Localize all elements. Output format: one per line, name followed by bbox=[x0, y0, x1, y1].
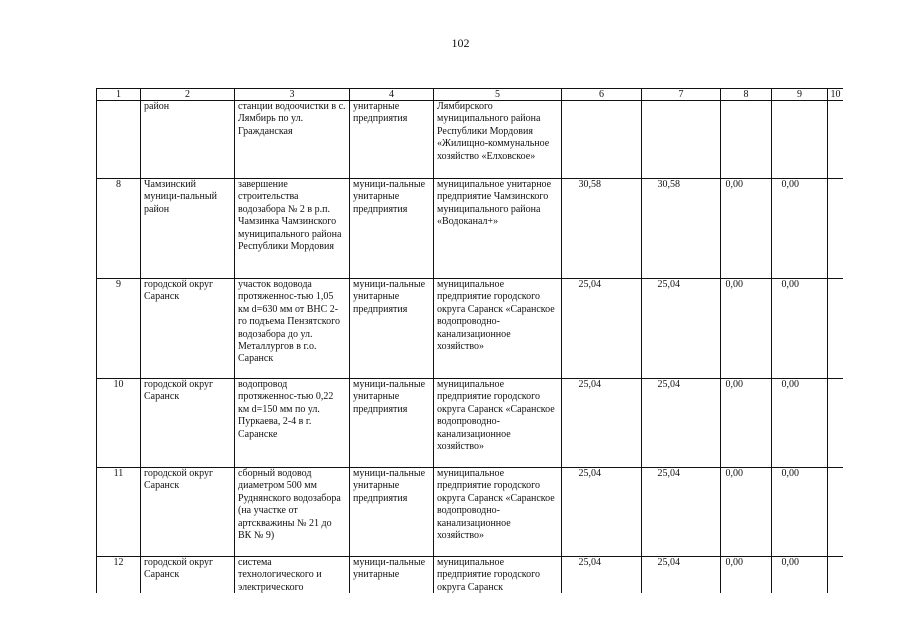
row-number: 12 bbox=[97, 557, 141, 594]
value-cell: 25,04 bbox=[562, 379, 642, 468]
header-cell: 3 bbox=[235, 89, 350, 101]
header-cell: 9 bbox=[772, 89, 828, 101]
page-number: 102 bbox=[451, 36, 470, 50]
value-cell: 0,00 bbox=[721, 379, 772, 468]
object-cell: участок водовода протяженнос-тью 1,05 км d=630 мм от ВНС 2-го подъема Пензятского водозабора до ул. Металлургов в г.о. Саранск bbox=[235, 279, 350, 379]
header-cell: 10 bbox=[828, 89, 844, 101]
header-row bbox=[97, 89, 844, 101]
header-cell: 1 bbox=[97, 89, 141, 101]
row-number: 9 bbox=[97, 279, 141, 379]
value-cell: 25,04 bbox=[562, 557, 642, 594]
header-cell: 8 bbox=[721, 89, 772, 101]
org-type-cell: муници-пальные унитарные предприятия bbox=[350, 279, 434, 379]
value-cell bbox=[772, 101, 828, 179]
header-cell: 4 bbox=[350, 89, 434, 101]
value-cell: 0,00 bbox=[772, 468, 828, 557]
value-cell: 25,04 bbox=[642, 557, 721, 594]
org-type-cell: муници-пальные унитарные предприятия bbox=[350, 379, 434, 468]
value-cell: 0,00 bbox=[721, 279, 772, 379]
org-type-cell: унитарные предприятия bbox=[350, 101, 434, 179]
value-cell: 0,00 bbox=[721, 468, 772, 557]
value-cell bbox=[828, 179, 844, 279]
table-row bbox=[97, 379, 844, 468]
operator-cell: муниципальное предприятие городского округа Саранск «Саранское водопроводно-канализационное хозяйство» bbox=[434, 468, 562, 557]
district-cell: городской округ Саранск bbox=[141, 468, 235, 557]
value-cell: 25,04 bbox=[562, 468, 642, 557]
district-cell: городской округ Саранск bbox=[141, 279, 235, 379]
data-table bbox=[96, 88, 843, 593]
operator-cell: муниципальное предприятие городского округа Саранск bbox=[434, 557, 562, 594]
value-cell: 0,00 bbox=[772, 179, 828, 279]
operator-cell: Лямбирского муниципального района Республики Мордовия «Жилищно-коммунальное хозяйство «Елховское» bbox=[434, 101, 562, 179]
district-cell: Чамзинский муници-пальный район bbox=[141, 179, 235, 279]
row-number bbox=[97, 101, 141, 179]
value-cell: 25,04 bbox=[642, 379, 721, 468]
table-row bbox=[97, 468, 844, 557]
value-cell bbox=[721, 101, 772, 179]
table-row bbox=[97, 179, 844, 279]
value-cell bbox=[828, 279, 844, 379]
value-cell bbox=[642, 101, 721, 179]
object-cell: система технологического и электрического bbox=[235, 557, 350, 594]
table-container bbox=[96, 88, 843, 593]
value-cell: 25,04 bbox=[642, 279, 721, 379]
object-cell: водопровод протяженнос-тью 0,22 км d=150 мм по ул. Пуркаева, 2-4 в г. Саранске bbox=[235, 379, 350, 468]
table-row bbox=[97, 279, 844, 379]
value-cell: 0,00 bbox=[772, 557, 828, 594]
header-cell: 2 bbox=[141, 89, 235, 101]
row-number: 10 bbox=[97, 379, 141, 468]
value-cell bbox=[828, 557, 844, 594]
operator-cell: муниципальное предприятие городского округа Саранск «Саранское водопроводно-канализационное хозяйство» bbox=[434, 379, 562, 468]
value-cell: 25,04 bbox=[642, 468, 721, 557]
operator-cell: муниципальное предприятие городского округа Саранск «Саранское водопроводно-канализационное хозяйство» bbox=[434, 279, 562, 379]
org-type-cell: муници-пальные унитарные предприятия bbox=[350, 468, 434, 557]
value-cell: 25,04 bbox=[562, 279, 642, 379]
object-cell: станции водоочистки в с. Лямбирь по ул. Гражданская bbox=[235, 101, 350, 179]
district-cell: район bbox=[141, 101, 235, 179]
value-cell: 0,00 bbox=[721, 557, 772, 594]
operator-cell: муниципальное унитарное предприятие Чамзинского муниципального района «Водоканал+» bbox=[434, 179, 562, 279]
row-number: 8 bbox=[97, 179, 141, 279]
object-cell: завершение строительства водозабора № 2 в р.п. Чамзинка Чамзинского муниципального района Республики Мордовия bbox=[235, 179, 350, 279]
table-row bbox=[97, 101, 844, 179]
header-cell: 7 bbox=[642, 89, 721, 101]
org-type-cell: муници-пальные унитарные предприятия bbox=[350, 179, 434, 279]
header-cell: 6 bbox=[562, 89, 642, 101]
value-cell bbox=[828, 468, 844, 557]
value-cell: 0,00 bbox=[772, 279, 828, 379]
value-cell bbox=[828, 101, 844, 179]
object-cell: сборный водовод диаметром 500 мм Руднянского водозабора (на участке от артскважины № 21 до ВК № 9) bbox=[235, 468, 350, 557]
value-cell: 30,58 bbox=[642, 179, 721, 279]
value-cell bbox=[828, 379, 844, 468]
org-type-cell: муници-пальные унитарные bbox=[350, 557, 434, 594]
value-cell: 0,00 bbox=[772, 379, 828, 468]
table-row bbox=[97, 557, 844, 594]
district-cell: городской округ Саранск bbox=[141, 557, 235, 594]
value-cell bbox=[562, 101, 642, 179]
value-cell: 30,58 bbox=[562, 179, 642, 279]
value-cell: 0,00 bbox=[721, 179, 772, 279]
district-cell: городской округ Саранск bbox=[141, 379, 235, 468]
row-number: 11 bbox=[97, 468, 141, 557]
header-cell: 5 bbox=[434, 89, 562, 101]
